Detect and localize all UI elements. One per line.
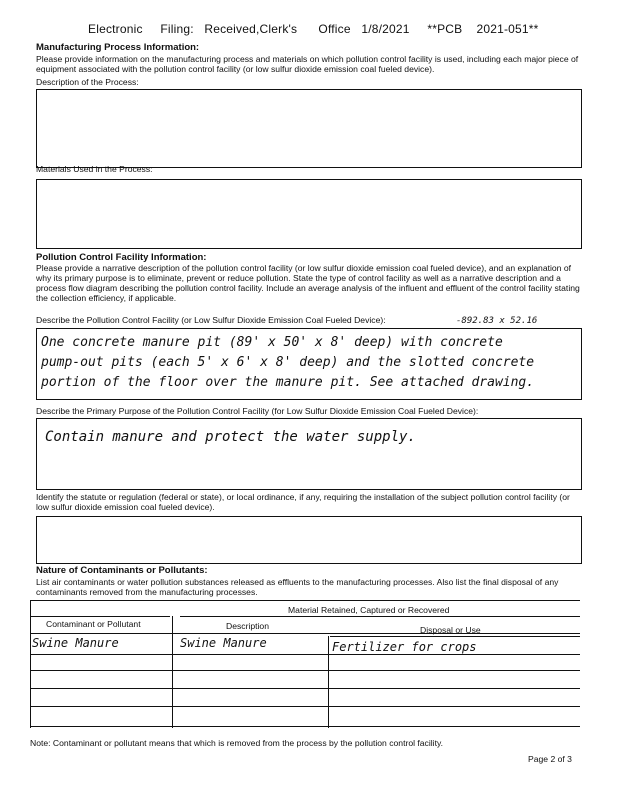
pollution-facility-heading: Pollution Control Facility Information: — [36, 252, 207, 263]
purpose-label: Describe the Primary Purpose of the Pollution Control Facility (for Low Sulfur Dioxide Emission Coal Fueled Device): — [36, 406, 479, 416]
col-disposal-header: Disposal or Use — [420, 625, 481, 635]
col-contaminant-header: Contaminant or Pollutant — [46, 619, 141, 629]
purpose-box[interactable] — [36, 418, 582, 490]
materials-label: Materials Used in the Process: — [36, 164, 153, 174]
table-group-header: Material Retained, Captured or Recovered — [288, 605, 450, 615]
statute-label: Identify the statute or regulation (federal or state), or local ordinance, if any, requiring the installation of the subject pollution control facility (or low sulfur dioxide emission coal fueled device). — [36, 492, 570, 512]
statute-box[interactable] — [36, 516, 582, 564]
col-description-header: Description — [226, 621, 269, 631]
facility-description-box[interactable] — [36, 328, 582, 400]
handwritten-line-2: pump-out pits (each 5' x 6' x 8' deep) and the slotted concrete — [41, 355, 535, 370]
describe-facility-label: Describe the Pollution Control Facility (or Low Sulfur Dioxide Emission Coal Fueled Device): — [36, 315, 386, 325]
page-number: Page 2 of 3 — [528, 754, 572, 764]
row1-contaminant: Swine Manure — [32, 636, 119, 650]
pollution-facility-instructions: Please provide a narrative description of the pollution control facility (or low sulfur dioxide emission coal fueled device), and an explanation of why its primary purpose is to eliminate, prevent or reduce pollution. State the type of control facility as well as a narrative description and a process flow diagram describing the pollution control facility. Include an average analysis of the influent and effluent of the control facility stating the collection efficiency, if applicable. — [36, 263, 580, 303]
materials-box[interactable] — [36, 179, 582, 249]
handwritten-line-1: One concrete manure pit (89' x 50' x 8' deep) with concrete — [41, 335, 503, 350]
contaminants-instructions: List air contaminants or water pollution substances released as effluents to the manufacturing processes. Also list the final disposal of any contaminants removed from the manufacturing processes. — [36, 577, 559, 597]
contaminant-note: Note: Contaminant or pollutant means that which is removed from the process by the pollution control facility. — [30, 738, 444, 748]
row1-description: Swine Manure — [180, 636, 267, 650]
handwritten-side-note: -892.83 x 52.16 — [456, 316, 538, 326]
filing-header: Electronic Filing: Received,Clerk's Office 1/8/2021 **PCB 2021-051** — [88, 22, 539, 36]
handwritten-line-3: portion of the floor over the manure pit. See attached drawing. — [41, 375, 535, 390]
contaminants-heading: Nature of Contaminants or Pollutants: — [36, 565, 208, 576]
purpose-answer: Contain manure and protect the water supply. — [45, 429, 416, 445]
row1-disposal: Fertilizer for crops — [332, 640, 477, 654]
manufacturing-heading: Manufacturing Process Information: — [36, 42, 200, 53]
process-description-box[interactable] — [36, 89, 582, 168]
manufacturing-instructions: Please provide information on the manufacturing process and materials on which pollution control facility is used, including each major piece of equipment associated with the pollution control facility (or low sulfur dioxide emission coal fueled device). — [36, 54, 579, 74]
process-description-label: Description of the Process: — [36, 77, 139, 87]
contaminants-table — [30, 600, 580, 728]
